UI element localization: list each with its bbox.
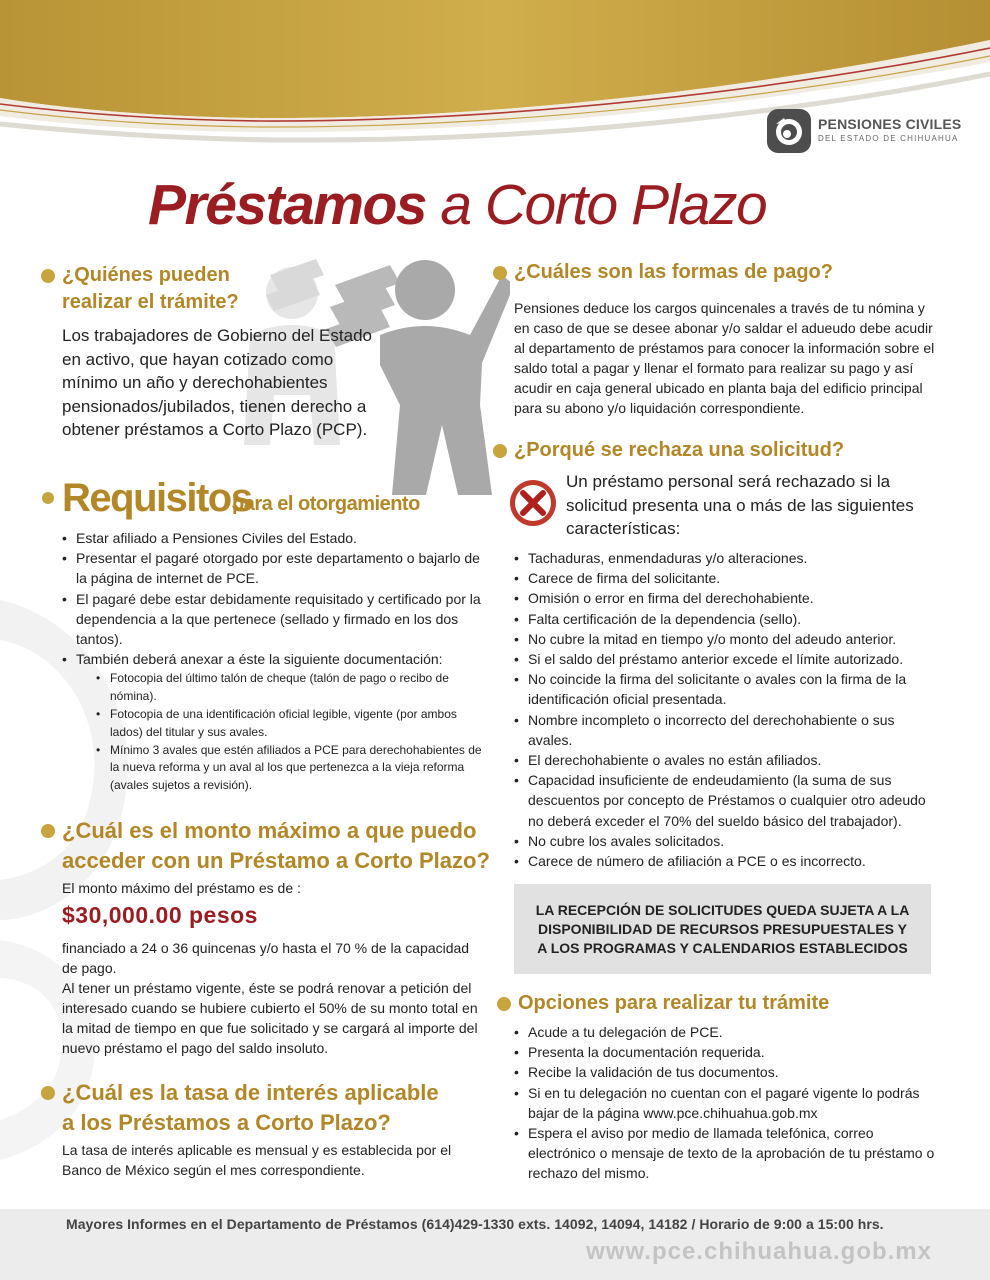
list-item: • Presenta la documentación requerida. [512,1042,940,1062]
notice-text: LA RECEPCIÓN DE SOLICITUDES QUEDA SUJETA A LA DISPONIBILIDAD DE RECURSOS PRESUPUESTALES Y A LOS PROGRAMAS Y CALENDARIOS ESTABLECIDOS [535,901,910,956]
quienes-line: pensionados/jubilados, tienen derecho a [62,396,367,416]
list-item: • No cubre la mitad en tiempo y/o monto del adeudo anterior. [512,629,940,649]
list-item: • Si el saldo del préstamo anterior excede el límite autorizado. [512,649,940,669]
documentacion-sublist [76,670,485,794]
requisitos-list [60,528,485,795]
footer-website-link[interactable]: www.pce.chihuahua.gob.mx [586,1238,932,1265]
list-item [60,649,485,794]
formas-pago-heading [514,259,833,286]
page-title [148,172,766,238]
quienes-text [62,324,392,442]
bullet-dot-icon [493,266,507,280]
notice-box [514,884,931,974]
list-item: • Omisión o error en firma del derechohabiente. [512,588,940,608]
reject-x-icon [508,478,558,528]
list-item: • Estar afiliado a Pensiones Civiles del Estado. [60,528,485,548]
formas-pago-text: Pensiones deduce los cargos quincenales a través de tu nómina y en caso de que se desee abonar y/o saldar el adueudo debe acudir al departamento de préstamos para conocer la información sobre el saldo total a pagar y llenar el formato para realizar su pago y así acudir en caja general ubicado en planta baja del edificio principal para su abono y/o liquidación correspondiente. [514,300,935,416]
list-item: • Carece de número de afiliación a PCE o es incorrecto. [512,851,940,871]
list-item: • Recibe la validación de tus documentos. [512,1062,940,1082]
list-item-text: También deberá anexar a éste la siguiente documentación: [76,651,443,668]
opciones-list [512,1022,940,1184]
rechazo-intro: Un préstamo personal será rechazado si la solicitud presenta una o más de las siguientes características: [566,472,914,538]
tasa-heading-line1: ¿Cuál es la tasa de interés aplicable [62,1080,439,1105]
brand-subtitle: DEL ESTADO DE CHIHUAHUA [818,134,959,143]
title-bold: Préstamos [148,173,426,237]
list-item: • Falta certificación de la dependencia (sello). [512,609,940,629]
tasa-heading-line2: a los Préstamos a Corto Plazo? [62,1110,391,1135]
quienes-heading-line1: ¿Quiénes pueden [62,264,230,286]
list-item: • El pagaré debe estar debidamente requisitado y certificado por la dependencia a la que pertenece (sellado y firmado en los dos tantos). [60,589,485,650]
footer-contact-info: Mayores Informes en el Departamento de Préstamos (614)429-1330 exts. 14092, 14094, 14182 / Horario de 9:00 a 15:00 hrs. [66,1216,884,1232]
list-item: • No cubre los avales solicitados. [512,831,940,851]
bullet-dot-icon [41,1086,55,1100]
brand-logo-icon [766,108,812,154]
brand-name: PENSIONES CIVILES [818,116,962,132]
title-rest: a Corto Plazo [426,173,767,237]
quienes-heading [62,262,239,316]
quienes-heading-line2: realizar el trámite? [62,291,239,313]
brand-logo [766,108,962,154]
sub-list-item: • Fotocopia del último talón de cheque (talón de pago o recibo de nómina). [76,670,485,705]
list-item: • No coincide la firma del solicitante o avales con la firma de la identificación oficial presentada. [512,669,940,709]
list-item: • El derechohabiente o avales no están afiliados. [512,750,940,770]
list-item: • Carece de firma del solicitante. [512,568,940,588]
list-item: • Acude a tu delegación de PCE. [512,1022,940,1042]
rechazo-heading-text: ¿Porqué se rechaza una solicitud? [514,439,845,461]
tasa-text: La tasa de interés aplicable es mensual y es establecida por el Banco de México según el mes correspondiente. [62,1142,452,1178]
monto-detail: financiado a 24 o 36 quincenas y/o hasta el 70 % de la capacidad de pago. [62,940,470,976]
opciones-heading-text: Opciones para realizar tu trámite [518,992,830,1014]
rechazo-heading [514,437,844,464]
opciones-heading [518,990,829,1017]
sub-list-item: • Fotocopia de una identificación oficial legible, vigente (por ambos lados) del titular y sus avales. [76,706,485,741]
monto-renewal: Al tener un préstamo vigente, éste se podrá renovar a petición del interesado cuando se hubiere cubierto el 50% de su monto total en la mitad de tiempo en que fue solicitado y se cargará al importe del nuevo préstamo el pago del saldo insoluto. [62,980,478,1056]
list-item: • Espera el aviso por medio de llamada telefónica, correo electrónico o mensaje de texto de la aprobación de tu préstamo o rechazo del mismo. [512,1123,940,1184]
bullet-dot-icon [493,444,507,458]
quienes-line: Los trabajadores de Gobierno del Estado [62,326,372,345]
requisitos-subtitle: para el otorgamiento [232,493,420,515]
quienes-line: en activo, que hayan cotizado como [62,349,334,369]
bullet-dot-icon [42,492,54,504]
bullet-dot-icon [41,824,55,838]
list-item: • Si en tu delegación no cuentan con el pagaré vigente lo podrás bajar de la página www.pce.chihuahua.gob.mx [512,1083,940,1123]
requisitos-title: Requisitos [62,476,252,520]
tasa-heading [62,1078,439,1138]
monto-heading [62,816,490,876]
bullet-dot-icon [497,997,511,1011]
list-item: • Presentar el pagaré otorgado por este departamento o bajarlo de la página de internet de PCE. [60,548,485,588]
rechazo-list [512,548,940,871]
list-item: • Capacidad insuficiente de endeudamiento (la suma de sus descuentos por concepto de Préstamos o cualquier otro adeudo no deberá exceder el 70% del sueldo básico del trabajador). [512,770,940,831]
sub-list-item: • Mínimo 3 avales que estén afiliados a PCE para derechohabientes de la nueva reforma y un aval al los que pertenezca a la vieja reforma (avales sujetos a revisión). [76,742,485,794]
formas-pago-heading-text: ¿Cuáles son las formas de pago? [514,261,833,283]
quienes-line: obtener préstamos a Corto Plazo (PCP). [62,420,368,439]
list-item: • Nombre incompleto o incorrecto del derechohabiente o sus avales. [512,710,940,750]
quienes-line: mínimo un año y derechohabientes [62,373,328,392]
monto-heading-line1: ¿Cuál es el monto máximo a que puedo [62,818,477,843]
monto-intro: El monto máximo del préstamo es de : [62,880,301,896]
list-item: • Tachaduras, enmendaduras y/o alteraciones. [512,548,940,568]
monto-amount: $30,000.00 pesos [62,902,258,928]
monto-heading-line2: acceder con un Préstamo a Corto Plazo? [62,848,490,873]
bullet-dot-icon [41,269,55,283]
